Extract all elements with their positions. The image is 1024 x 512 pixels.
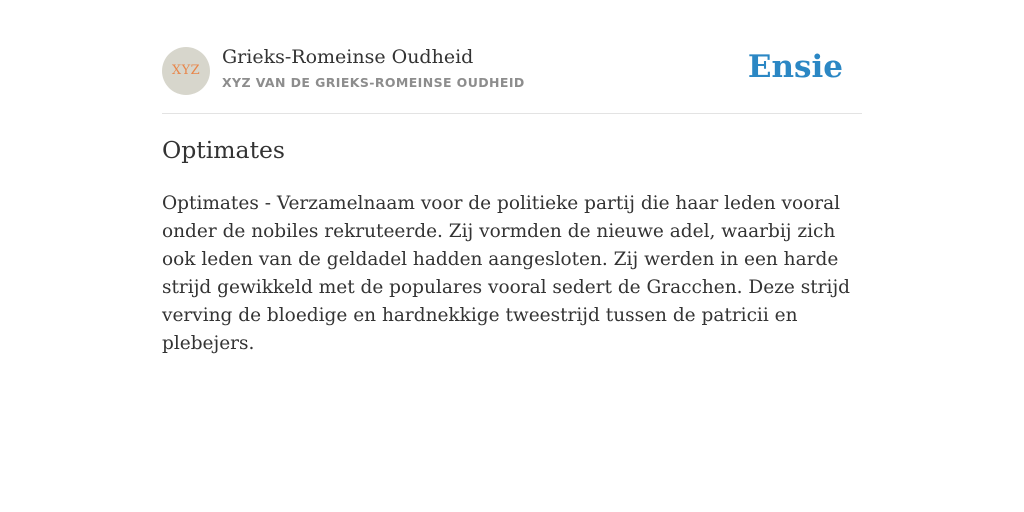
entry-term: Optimates	[162, 136, 285, 164]
source-title[interactable]: Grieks-Romeinse Oudheid	[222, 46, 474, 68]
entry-definition: Optimates - Verzamelnaam voor de politieke partij die haar leden vooral onder de nobiles rekruteerde. Zij vormden de nieuwe adel, waarbij zich ook leden van de geldadel hadden aangesloten. Zij werden in een harde strijd gewikkeld met de populares vooral sedert de Gracchen. Deze strijd verving de bloedige en hardnekkige tweestrijd tussen de patricii en plebejers.	[162, 193, 851, 354]
source-header	[162, 0, 862, 114]
ensie-logo-link[interactable]: Ensie	[747, 49, 843, 85]
entry-card	[162, 0, 862, 354]
source-subtitle: XYZ VAN DE GRIEKS-ROMEINSE OUDHEID	[222, 75, 525, 90]
source-avatar[interactable]: XYZ	[162, 47, 210, 95]
